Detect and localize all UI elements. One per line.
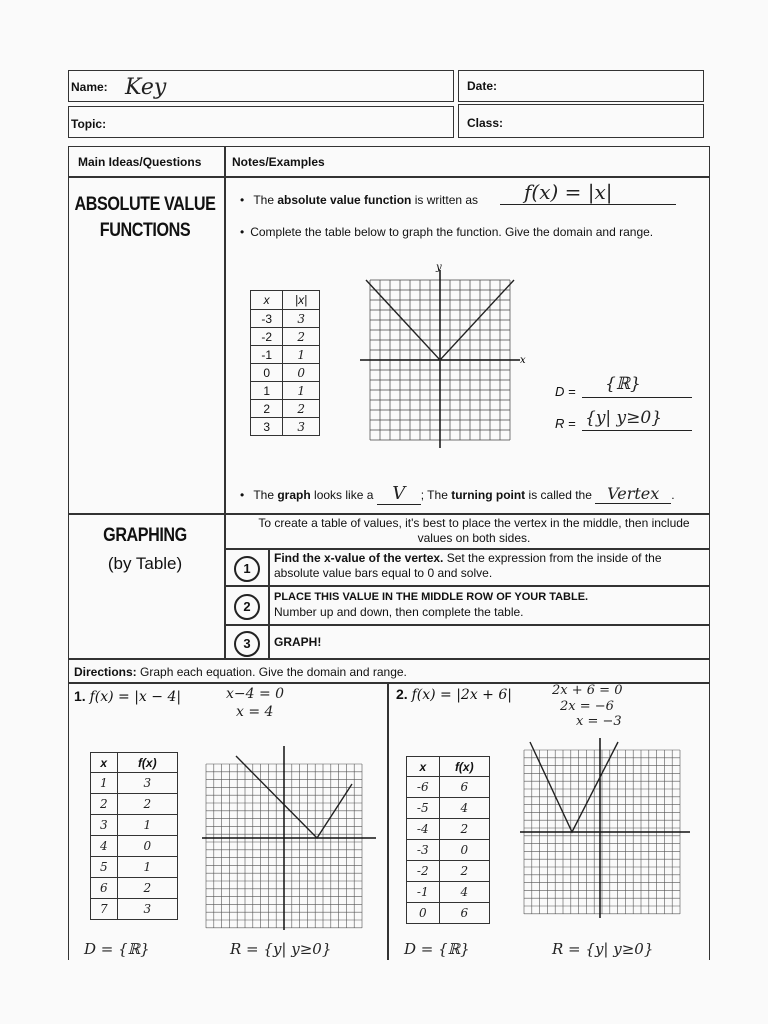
main-ideas-header: Main Ideas/Questions bbox=[78, 155, 202, 169]
name-label: Name: bbox=[71, 80, 108, 94]
abs-value-graph bbox=[356, 262, 526, 452]
answer-function: f(x) = |x| bbox=[524, 180, 613, 204]
problem1-graph bbox=[200, 744, 380, 934]
problem1-work-line2: x = 4 bbox=[236, 704, 274, 720]
section2-intro: To create a table of values, it's best to place the vertex in the middle, then include values on both sides. bbox=[258, 516, 690, 545]
problem2-work-line3: x = −3 bbox=[576, 714, 622, 729]
topic-label: Topic: bbox=[71, 117, 107, 131]
problem2-domain: D = {ℝ} bbox=[404, 940, 470, 958]
range-value: {y| y≥0} bbox=[585, 408, 663, 428]
problem2-work-line1: 2x + 6 = 0 bbox=[552, 683, 623, 698]
step3-number: 3 bbox=[234, 631, 260, 657]
bullet-absolute-value-def: • The absolute value function is written as bbox=[240, 193, 478, 207]
problem2-range: R = {y| y≥0} bbox=[552, 940, 654, 958]
problem2-table: x f(x) -6 6 -5 4 -4 2 -3 0 -2 2 -1 4 0 6 bbox=[406, 756, 490, 924]
problem1-equation: 1. f(x) = |x − 4| bbox=[74, 688, 182, 705]
domain-value: {ℝ} bbox=[605, 374, 641, 394]
range-label: R = bbox=[555, 416, 576, 431]
step3-text: GRAPH! bbox=[274, 635, 322, 649]
problem1-domain: D = {ℝ} bbox=[84, 940, 150, 958]
bullet-complete-table: • Complete the table below to graph the function. Give the domain and range. bbox=[240, 225, 660, 239]
name-box bbox=[68, 70, 454, 102]
y-axis-label: y bbox=[436, 262, 442, 273]
problem2-graph bbox=[518, 736, 694, 922]
x-axis-label: x bbox=[520, 355, 526, 366]
name-value: Key bbox=[125, 75, 167, 100]
column-divider bbox=[224, 146, 226, 658]
step1-text: Find the x-value of the vertex. Set the expression from the inside of the absolute value bars equal to 0 and solve. bbox=[274, 551, 662, 580]
section1-title: ABSOLUTE VALUE FUNCTIONS bbox=[74, 194, 216, 241]
bullet-graph-shape: • The graph looks like a V ; The turning point is called the Vertex . bbox=[240, 483, 675, 505]
section2-title: GRAPHING bbox=[103, 525, 187, 546]
problem1-table: x f(x) 1 3 2 2 3 1 4 0 5 1 6 2 7 3 bbox=[90, 752, 178, 920]
domain-label: D = bbox=[555, 384, 576, 399]
step1-number: 1 bbox=[234, 556, 260, 582]
class-box bbox=[458, 104, 704, 138]
abs-value-table: x |x| -3 3 -2 2 -1 1 0 0 1 1 2 2 3 3 bbox=[250, 290, 320, 436]
date-box bbox=[458, 70, 704, 102]
problem1-range: R = {y| y≥0} bbox=[230, 940, 332, 958]
class-label: Class: bbox=[467, 116, 504, 130]
notes-header: Notes/Examples bbox=[232, 155, 325, 169]
topic-box bbox=[68, 106, 454, 138]
step2-text: PLACE THIS VALUE IN THE MIDDLE ROW OF YOUR TABLE. Number up and down, then complete the table. bbox=[274, 591, 589, 619]
section2-subtitle: (by Table) bbox=[107, 554, 183, 573]
step2-number: 2 bbox=[234, 594, 260, 620]
problem2-work-line2: 2x = −6 bbox=[560, 699, 614, 714]
problem1-work-line1: x−4 = 0 bbox=[226, 686, 285, 702]
date-label: Date: bbox=[467, 79, 498, 93]
problem2-equation: 2. f(x) = |2x + 6| bbox=[396, 686, 512, 703]
directions: Directions: Graph each equation. Give the domain and range. bbox=[74, 665, 407, 679]
